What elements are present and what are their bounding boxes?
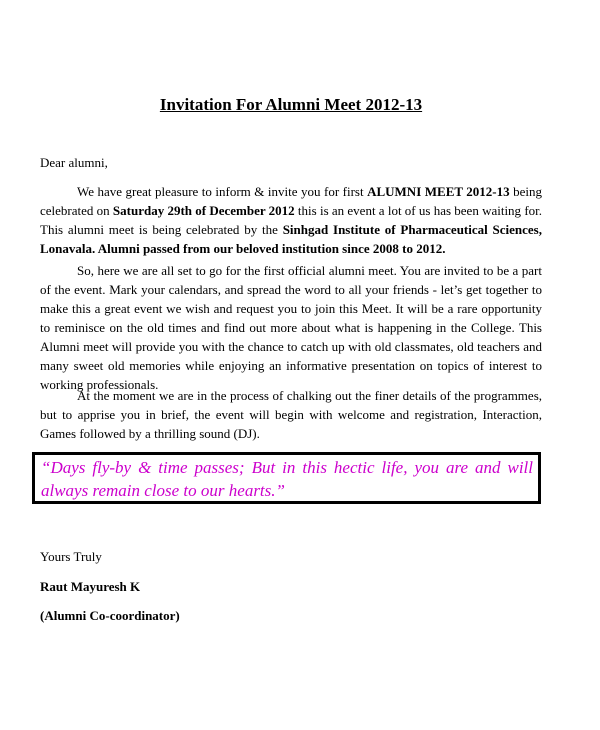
closing-line: Yours Truly (40, 549, 102, 564)
greeting: Dear alumni, (40, 155, 108, 170)
paragraph-programme: At the moment we are in the process of chalking out the finer details of the programmes, but to apprise you in brief, the event will begin with welcome and registration, Interaction, Games followed by a thrilling sound (DJ). (40, 388, 542, 441)
quote-text: “Days fly-by & time passes; But in this hectic life, you are and will always remain close to our hearts.” (41, 458, 533, 500)
institution-name: Sinhgad Institute of Pharmaceutical Sciences, Lonavala. Alumni passed from our beloved institution since 2008 to 2012. (40, 222, 542, 256)
event-date: Saturday 29th of December 2012 (112, 203, 295, 218)
paragraph-details: So, here we are all set to go for the first official alumni meet. You are invited to be a part of the event. Mark your calendars, and spread the word to all your friends - let’s get together to make this a great event we wish and request you to join this Meet. It will be a rare opportunity to reminisce on the old times and find out more about what is happening in the College. This Alumni meet will provide you with the chance to catch up with old classmates, old teachers and many sweet old memories while enjoying an informative presentation on topics of interest to working professionals. (40, 263, 542, 392)
quote-box (32, 452, 541, 504)
paragraph-text: We have great pleasure to inform & invite you for first (77, 184, 368, 199)
page-title: Invitation For Alumni Meet 2012-13 (159, 95, 423, 114)
paragraph-invitation (40, 182, 542, 258)
signer-role: (Alumni Co-coordinator) (40, 608, 180, 623)
paragraph-text: this is an event a lot of us has been waiting for. This alumni meet is being celebrated by the (40, 203, 543, 237)
event-name: ALUMNI MEET 2012-13 (367, 184, 510, 199)
signer-name: Raut Mayuresh K (40, 579, 141, 594)
paragraph-text: being celebrated on (40, 184, 543, 218)
